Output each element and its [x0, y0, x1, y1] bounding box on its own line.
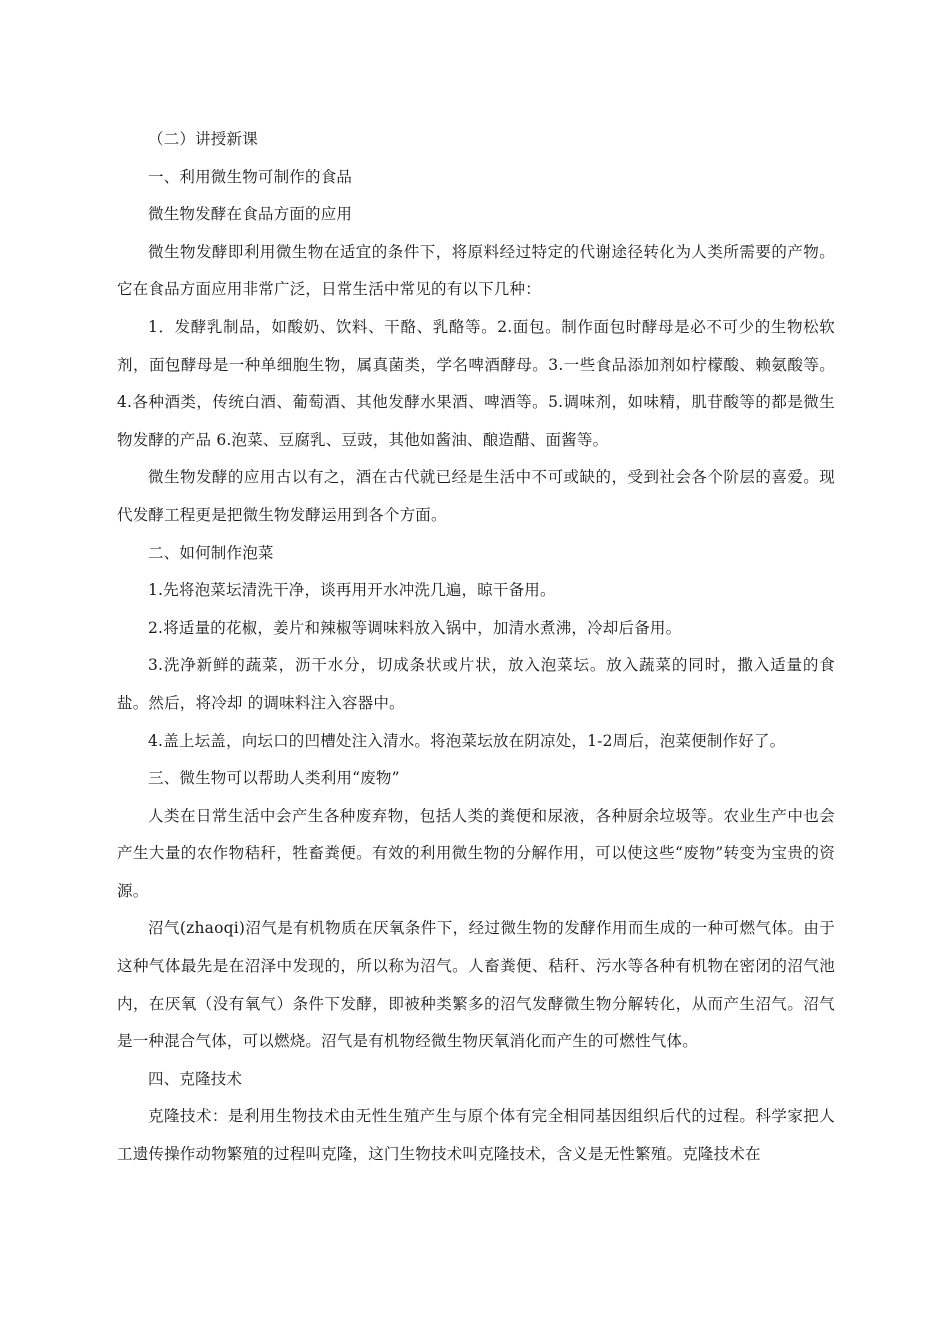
section-heading-waste: 三、微生物可以帮助人类利用“废物”	[148, 769, 400, 788]
pickle-step-2: 2.将适量的花椒，姜片和辣椒等调味料放入锅中，加清水煮沸，冷却后备用。	[148, 618, 682, 637]
paragraph-biogas: 沼气(zhaoqi)沼气是有机物质在厌氧条件下，经过微生物的发酵作用而生成的一种可燃气体。由于这种气体最先是在沼泽中发现的，所以称为沼气。人畜粪便、秸秆、污水等各种有机物在密闭的沼气池内，在厌氧（没有氧气）条件下发酵，即被种类繁多的沼气发酵微生物分解转化，从而产生沼气。沼气是一种混合气体，可以燃烧。沼气是有机物经微生物厌氧消化而产生的可燃性气体。	[117, 919, 835, 1051]
paragraph-fermentation-examples: 1．发酵乳制品，如酸奶、饮料、干酪、乳酪等。2.面包。制作面包时酵母是必不可少的生物松软剂，面包酵母是一种单细胞生物，属真菌类，学名啤酒酵母。3.一些食品添加剂如柠檬酸、赖氨酸等。4.各种酒类，传统白酒、葡萄酒、其他发酵水果酒、啤酒等。5.调味剂，如味精，肌苷酸等的都是微生物发酵的产品 6.泡菜、豆腐乳、豆豉，其他如酱油、酿造醋、面酱等。	[117, 317, 835, 449]
paragraph-fermentation-definition: 微生物发酵即利用微生物在适宜的条件下，将原料经过特定的代谢途径转化为人类所需要的产物。它在食品方面应用非常广泛，日常生活中常见的有以下几种：	[117, 242, 835, 299]
paragraph-waste: 人类在日常生活中会产生各种废弃物，包括人类的粪便和尿液，各种厨余垃圾等。农业生产中也会产生大量的农作物秸秆，牲畜粪便。有效的利用微生物的分解作用，可以使这些“废物”转变为宝贵的资源。	[117, 806, 835, 900]
section-heading-lesson: （二）讲授新课	[148, 130, 258, 148]
section-heading-foods: 一、利用微生物可制作的食品	[148, 167, 353, 186]
subheading-fermentation: 微生物发酵在食品方面的应用	[148, 205, 353, 224]
section-heading-pickles: 二、如何制作泡菜	[148, 543, 274, 562]
document-page	[117, 121, 835, 1174]
paragraph-cloning: 克隆技术：是利用生物技术由无性生殖产生与原个体有完全相同基因组织后代的过程。科学家把人工遗传操作动物繁殖的过程叫克隆，这门生物技术叫克隆技术，含义是无性繁殖。克隆技术在	[117, 1107, 835, 1164]
paragraph-fermentation-history: 微生物发酵的应用古以有之，酒在古代就已经是生活中不可或缺的，受到社会各个阶层的喜爱。现代发酵工程更是把微生物发酵运用到各个方面。	[117, 468, 835, 524]
section-heading-cloning: 四、克隆技术	[148, 1069, 243, 1088]
pickle-step-3: 3.洗净新鲜的蔬菜，沥干水分，切成条状或片状，放入泡菜坛。放入蔬菜的同时，撒入适量的食盐。然后，将冷却 的调味料注入容器中。	[117, 656, 835, 712]
pickle-step-1: 1.先将泡菜坛清洗干净，谈再用开水冲洗几遍，晾干备用。	[148, 581, 556, 600]
pickle-step-4: 4.盖上坛盖，向坛口的凹槽处注入清水。将泡菜坛放在阴凉处，1-2周后，泡菜便制作好了。	[148, 731, 786, 750]
